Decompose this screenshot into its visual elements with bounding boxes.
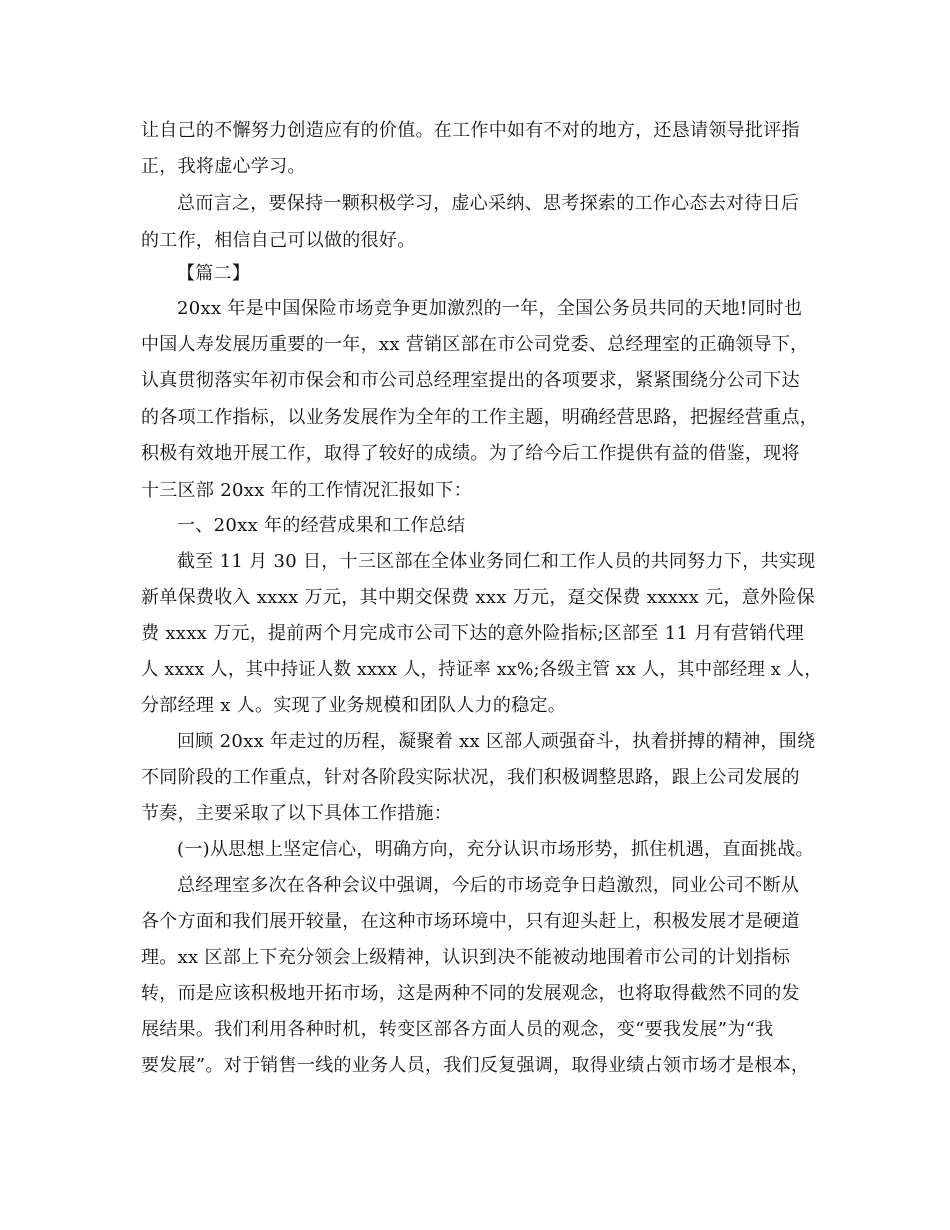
text-line: 20xx 年是中国保险市场竞争更加激烈的一年，全国公务员共同的天地!同时也 [177, 298, 803, 319]
text-line: 的工作，相信自己可以做的很好。 [141, 230, 416, 251]
text-line: 的各项工作指标，以业务发展作为全年的工作主题，明确经营思路，把握经营重点， [141, 407, 819, 428]
text-line: 展结果。我们利用各种时机，转变区部各方面人员的观念，变“要我发展”为“我 [141, 1019, 774, 1040]
text-line: 要发展”。对于销售一线的业务人员，我们反复强调，取得业绩占领市场才是根本， [141, 1055, 810, 1076]
text-line: 正，我将虚心学习。 [141, 156, 306, 177]
section-heading: 【篇二】 [177, 263, 251, 284]
text-line: 总经理室多次在各种会议中强调，今后的市场竞争日趋激烈，同业公司不断从 [177, 875, 800, 896]
text-line: 费 xxxx 万元，提前两个月完成市公司下达的意外险指标;区部至 11 月有营销代理 [141, 623, 805, 644]
text-line: 理。xx 区部上下充分领会上级精神，认识到决不能被动地围着市公司的计划指标 [141, 947, 791, 968]
text-line: 新单保费收入 xxxx 万元，其中期交保费 xxx 万元，趸交保费 xxxxx 元，意外险保 [141, 587, 815, 608]
text-line: 不同阶段的工作重点，针对各阶段实际状况，我们积极调整思路，跟上公司发展的 [141, 767, 800, 788]
text-line: 积极有效地开展工作，取得了较好的成绩。为了给今后工作提供有益的借鉴，现将 [141, 443, 800, 464]
text-line: 节奏，主要采取了以下具体工作措施： [141, 803, 453, 824]
subsection-heading: (一)从思想上坚定信心，明确方向，充分认识市场形势，抓住机遇，直面挑战。 [177, 839, 814, 860]
text-line: 人 xxxx 人，其中持证人数 xxxx 人，持证率 xx%;各级主管 xx 人，其中部经理 x 人， [141, 659, 822, 680]
text-line: 转，而是应该积极地开拓市场，这是两种不同的发展观念，也将取得截然不同的发 [141, 983, 800, 1004]
text-line: 各个方面和我们展开较量，在这种市场环境中，只有迎头赶上，积极发展才是硬道 [141, 911, 800, 932]
text-line: 中国人寿发展历重要的一年，xx 营销区部在市公司党委、总经理室的正确领导下， [141, 334, 809, 355]
subsection-heading: 一、20xx 年的经营成果和工作总结 [177, 515, 466, 536]
text-line: 截至 11 月 30 日，十三区部在全体业务同仁和工作人员的共同努力下，共实现 [177, 551, 816, 572]
text-line: 十三区部 20xx 年的工作情况汇报如下： [141, 480, 472, 501]
text-line: 分部经理 x 人。实现了业务规模和团队人力的稳定。 [141, 695, 567, 716]
text-line: 让自己的不懈努力创造应有的价值。在工作中如有不对的地方，还恳请领导批评指 [141, 120, 800, 141]
text-line: 总而言之，要保持一颗积极学习，虚心采纳、思考探索的工作心态去对待日后 [177, 193, 800, 214]
text-line: 回顾 20xx 年走过的历程，凝聚着 xx 区部人顽强奋斗，执着拼搏的精神，围绕 [177, 731, 816, 752]
text-line: 认真贯彻落实年初市保会和市公司总经理室提出的各项要求，紧紧围绕分公司下达 [141, 370, 800, 391]
